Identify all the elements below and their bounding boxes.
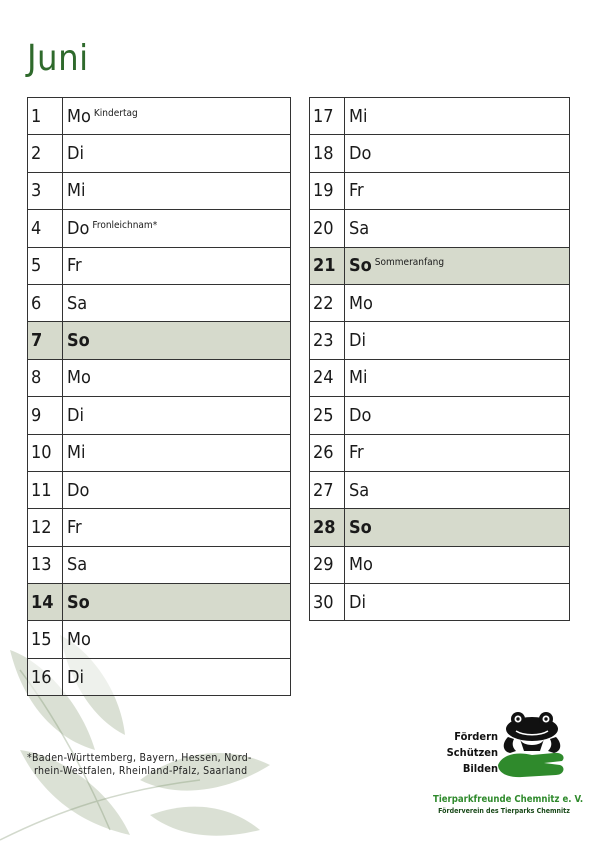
day-row [28, 397, 291, 434]
day-row [28, 658, 291, 695]
day-number: 29 [310, 546, 345, 583]
day-number: 30 [310, 584, 345, 621]
logo-word-foerdern: Fördern [454, 730, 498, 743]
day-cell [345, 471, 570, 508]
footnote-line-2: rhein-Westfalen, Rheinland-Pfalz, Saarland [34, 765, 248, 777]
day-cell [63, 658, 291, 695]
day-cell [345, 584, 570, 621]
day-number: 16 [28, 658, 63, 695]
weekday-label: Fr [349, 180, 364, 202]
weekday-label: Fr [67, 516, 82, 538]
days-table-right [309, 97, 570, 621]
day-row [28, 247, 291, 284]
weekday-label: Do [67, 479, 90, 501]
day-cell [345, 210, 570, 247]
month-title: Juni [27, 38, 89, 79]
weekday-label: Mi [67, 442, 86, 464]
weekday-label: So [67, 591, 90, 613]
day-cell [345, 135, 570, 172]
day-number: 13 [28, 546, 63, 583]
weekday-label: So [349, 516, 372, 538]
day-number: 2 [28, 135, 63, 172]
day-cell [345, 359, 570, 396]
day-cell [63, 247, 291, 284]
weekday-label: Mi [349, 105, 368, 127]
weekday-label: Fr [67, 255, 82, 277]
day-row [28, 471, 291, 508]
day-number: 24 [310, 359, 345, 396]
weekday-label: So [349, 255, 372, 277]
day-row [28, 322, 291, 359]
day-cell [63, 359, 291, 396]
weekday-label: Di [67, 404, 84, 426]
day-row [310, 434, 570, 471]
day-cell [63, 284, 291, 321]
day-row [28, 98, 291, 135]
day-cell [345, 98, 570, 135]
day-row [310, 135, 570, 172]
day-number: 17 [310, 98, 345, 135]
org-name: Tierparkfreunde Chemnitz e. V. [433, 794, 584, 805]
holiday-note: Kindertag [93, 107, 138, 119]
day-row [28, 509, 291, 546]
day-row [310, 322, 570, 359]
day-cell [345, 172, 570, 209]
day-number: 22 [310, 284, 345, 321]
day-cell [345, 397, 570, 434]
weekday-label: Di [67, 666, 84, 688]
frog-hand-icon [492, 707, 570, 783]
day-number: 12 [28, 509, 63, 546]
day-cell [345, 546, 570, 583]
day-number: 4 [28, 210, 63, 247]
day-cell [63, 135, 291, 172]
weekday-label: Mo [349, 554, 373, 576]
tierparkfreunde-logo [428, 705, 584, 820]
day-row [310, 584, 570, 621]
day-number: 19 [310, 172, 345, 209]
day-cell [63, 509, 291, 546]
weekday-label: Sa [349, 479, 370, 501]
day-row [28, 172, 291, 209]
day-row [28, 621, 291, 658]
weekday-label: Di [349, 330, 366, 352]
day-row [310, 546, 570, 583]
day-number: 8 [28, 359, 63, 396]
day-number: 7 [28, 322, 63, 359]
day-number: 6 [28, 284, 63, 321]
day-number: 9 [28, 397, 63, 434]
day-cell [63, 322, 291, 359]
day-cell [345, 322, 570, 359]
weekday-label: Mo [349, 292, 373, 314]
day-row [28, 284, 291, 321]
day-row [310, 284, 570, 321]
day-number: 14 [28, 584, 63, 621]
day-cell [63, 434, 291, 471]
day-number: 10 [28, 434, 63, 471]
day-number: 1 [28, 98, 63, 135]
day-row [310, 172, 570, 209]
weekday-label: Mo [67, 367, 91, 389]
day-number: 5 [28, 247, 63, 284]
day-cell [345, 284, 570, 321]
day-row [28, 434, 291, 471]
day-row [310, 397, 570, 434]
day-cell [63, 584, 291, 621]
logo-word-bilden: Bilden [462, 762, 498, 775]
day-row [28, 584, 291, 621]
day-cell [63, 172, 291, 209]
day-row [310, 210, 570, 247]
days-table-left [27, 97, 291, 696]
day-number: 3 [28, 172, 63, 209]
weekday-label: Sa [67, 554, 88, 576]
day-cell [345, 509, 570, 546]
day-number: 27 [310, 471, 345, 508]
weekday-label: Mi [349, 367, 368, 389]
weekday-label: Mo [67, 629, 91, 651]
weekday-label: So [67, 330, 90, 352]
holiday-footnote [27, 752, 252, 778]
day-cell [63, 98, 291, 135]
day-number: 15 [28, 621, 63, 658]
weekday-label: Di [67, 143, 84, 165]
holiday-note: Fronleichnam* [92, 219, 158, 231]
day-cell [63, 621, 291, 658]
day-number: 25 [310, 397, 345, 434]
day-row [28, 359, 291, 396]
logo-word-schuetzen: Schützen [446, 746, 498, 759]
weekday-label: Sa [349, 217, 370, 239]
holiday-note: Sommeranfang [374, 257, 445, 269]
day-cell [63, 210, 291, 247]
weekday-label: Do [67, 217, 90, 239]
day-number: 18 [310, 135, 345, 172]
day-row [310, 98, 570, 135]
day-cell [345, 247, 570, 284]
day-row [28, 546, 291, 583]
day-row [310, 247, 570, 284]
weekday-label: Do [349, 404, 372, 426]
day-number: 28 [310, 509, 345, 546]
day-number: 26 [310, 434, 345, 471]
day-row [310, 509, 570, 546]
weekday-label: Di [349, 591, 366, 613]
org-subtitle: Förderverein des Tierparks Chemnitz [438, 807, 570, 815]
day-number: 20 [310, 210, 345, 247]
day-row [28, 210, 291, 247]
weekday-label: Fr [349, 442, 364, 464]
weekday-label: Do [349, 143, 372, 165]
day-row [28, 135, 291, 172]
day-number: 11 [28, 471, 63, 508]
day-row [310, 359, 570, 396]
day-number: 21 [310, 247, 345, 284]
footnote-line-1: *Baden-Württemberg, Bayern, Hessen, Nord- [27, 752, 252, 764]
weekday-label: Mo [67, 105, 91, 127]
day-cell [63, 546, 291, 583]
day-row [310, 471, 570, 508]
day-cell [63, 397, 291, 434]
day-cell [63, 471, 291, 508]
weekday-label: Mi [67, 180, 86, 202]
day-cell [345, 434, 570, 471]
weekday-label: Sa [67, 292, 88, 314]
day-number: 23 [310, 322, 345, 359]
